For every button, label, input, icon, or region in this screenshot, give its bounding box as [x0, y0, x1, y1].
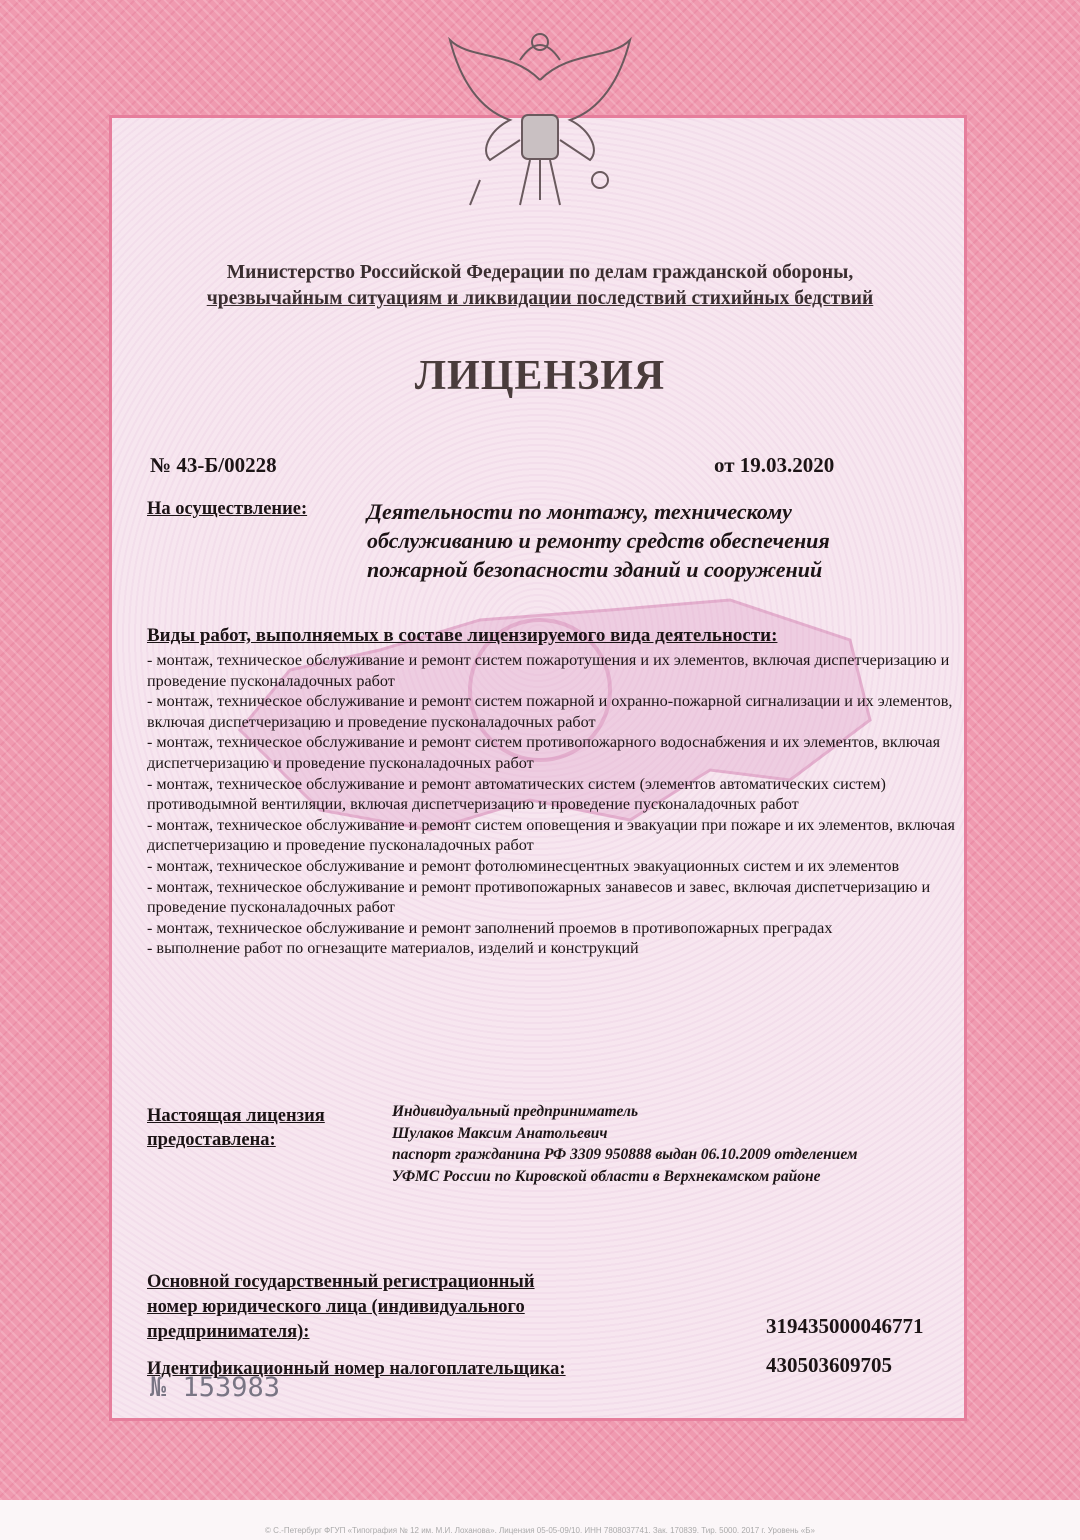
activity-line: Деятельности по монтажу, техническому — [367, 499, 792, 524]
works-list — [147, 650, 972, 959]
holder-type: Индивидуальный предприниматель — [392, 1103, 639, 1120]
printer-imprint: © С.-Петербург ФГУП «Типография № 12 им. М.И. Лоханова». Лицензия 05-05-09/10. ИНН 7808037741. Зак. 170839. Тир. 5000. 2017 г. Уровень «Б» — [265, 1526, 815, 1535]
list-item: - монтаж, техническое обслуживание и ремонт систем оповещения и эвакуации при пожаре и их элементов, включая диспетчеризацию и проведение пусконаладочных работ — [147, 815, 955, 855]
ogrn-label-line: Основной государственный регистрационный — [147, 1272, 535, 1292]
ministry-name-line2: чрезвычайным ситуациям и ликвидации последствий стихийных бедствий — [206, 288, 874, 309]
holder-passport-issuer: УФМС России по Кировской области в Верхнекамском районе — [392, 1167, 821, 1185]
ogrn-label-line: номер юридического лица (индивидуального — [147, 1297, 525, 1317]
list-item: - монтаж, техническое обслуживание и ремонт фотолюминесцентных эвакуационных систем и их элементов — [147, 856, 900, 875]
activity-label: На осуществление: — [147, 499, 308, 519]
activity-line: пожарной безопасности зданий и сооружений — [367, 557, 823, 582]
holder-label — [147, 1104, 325, 1152]
inn-value: 430503609705 — [766, 1353, 892, 1377]
activity-description — [367, 497, 830, 584]
coat-of-arms-emblem — [440, 20, 640, 210]
holder-passport: паспорт гражданина РФ 3309 950888 выдан 06.10.2009 отделением — [392, 1146, 858, 1163]
ministry-name-line1: Министерство Российской Федерации по делам гражданской обороны, — [226, 262, 854, 283]
holder-label-line: предоставлена: — [147, 1130, 276, 1150]
license-date: от 19.03.2020 — [714, 453, 835, 477]
holder-label-line: Настоящая лицензия — [147, 1106, 325, 1126]
form-serial-number: № 153983 — [150, 1372, 281, 1403]
list-item: - монтаж, техническое обслуживание и ремонт систем пожарной и охранно-пожарной сигнализации и их элементов, включая диспетчеризацию и проведение пусконаладочных работ — [147, 692, 953, 731]
ogrn-label — [147, 1270, 535, 1345]
list-item: - выполнение работ по огнезащите материалов, изделий и конструкций — [147, 939, 639, 958]
holder-details — [392, 1101, 858, 1187]
ogrn-value: 319435000046771 — [766, 1314, 924, 1338]
list-item: - монтаж, техническое обслуживание и ремонт противопожарных занавесов и завес, включая диспетчеризацию и проведение пусконаладочных работ — [147, 877, 931, 917]
holder-name: Шулаков Максим Анатольевич — [392, 1124, 608, 1142]
list-item: - монтаж, техническое обслуживание и ремонт систем пожаротушения и их элементов, включая диспетчеризацию и проведение пусконаладочных работ — [147, 651, 950, 690]
activity-line: обслуживанию и ремонту средств обеспечения — [367, 528, 830, 553]
ogrn-label-line: предпринимателя): — [147, 1322, 310, 1342]
list-item: - монтаж, техническое обслуживание и ремонт автоматических систем (элементов автоматических систем) противодымной вентиляции, включая диспетчеризацию и проведение пусконаладочных работ — [147, 774, 886, 814]
list-item: - монтаж, техническое обслуживание и ремонт заполнений проемов в противопожарных преградах — [147, 918, 833, 937]
license-number: № 43-Б/00228 — [150, 453, 277, 477]
works-heading: Виды работ, выполняемых в составе лицензируемого вида деятельности: — [147, 625, 778, 646]
inn-label: Идентификационный номер налогоплательщика: — [147, 1359, 566, 1379]
document-title: ЛИЦЕНЗИЯ — [414, 353, 666, 399]
list-item: - монтаж, техническое обслуживание и ремонт систем противопожарного водоснабжения и их элементов, включая диспетчеризацию и проведение пусконаладочных работ — [147, 733, 941, 772]
